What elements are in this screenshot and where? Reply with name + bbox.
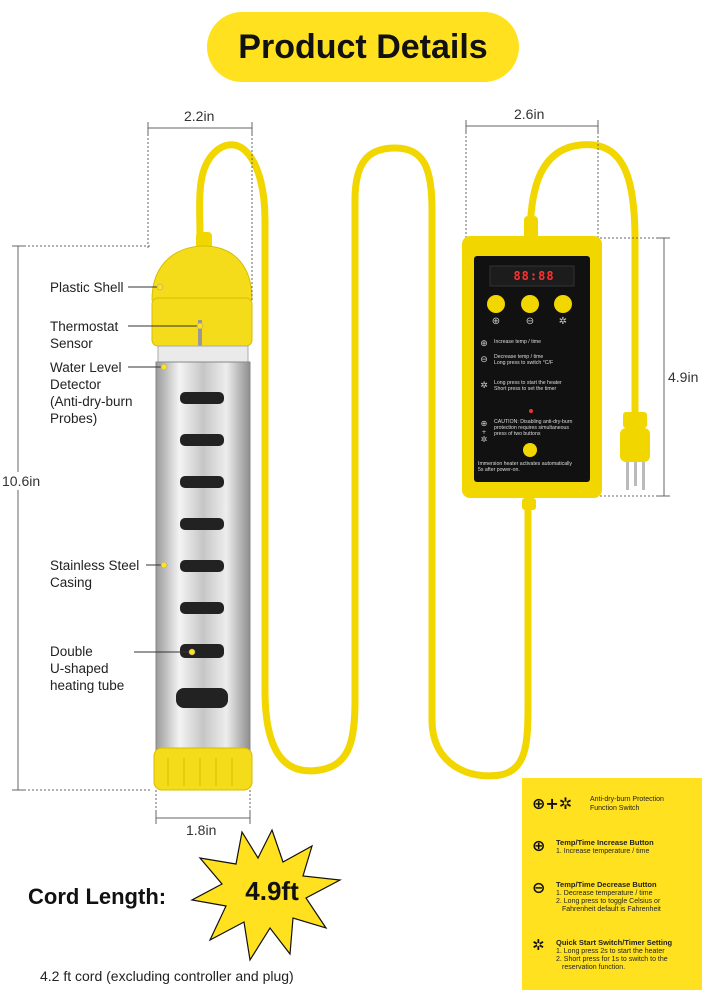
ctrl-auto-1: Immersion heater activates automatically: [478, 461, 572, 467]
legend-decrease-line3: Fahrenheit default is Fahrenheit: [562, 906, 661, 913]
ctrl-caution-3: press of two buttons: [494, 431, 541, 437]
callout-thermostat-line1: Thermostat: [50, 319, 119, 334]
legend-decrease-title: Temp/Time Decrease Button: [556, 880, 657, 889]
legend-decrease-line2: 2. Long press to toggle Celsius or: [556, 898, 661, 905]
callout-water-level-line2: Detector: [50, 377, 102, 392]
legend-quickstart-title: Quick Start Switch/Timer Setting: [556, 938, 673, 947]
callout-plastic-shell: Plastic Shell: [50, 280, 124, 295]
legend-anti-dry-line1: Anti-dry-burn Protection: [590, 796, 664, 803]
callout-water-level-line1: Water Level: [50, 360, 122, 375]
ctrl-auto-2: 5s after power-on.: [478, 467, 520, 473]
svg-text:⊕: ⊕: [480, 419, 488, 428]
callout-water-level-line3: (Anti-dry-burn: [50, 394, 133, 409]
ctrl-decrease-2: Long press to switch °C/F: [494, 360, 554, 366]
ctrl-start-2: Short press to set the timer: [494, 386, 557, 392]
svg-text:⊕: ⊕: [480, 339, 488, 349]
svg-text:⊖: ⊖: [525, 316, 535, 327]
legend-quickstart-line2: 2. Short press for 1s to switch to the: [556, 956, 668, 963]
svg-text:+: +: [481, 429, 487, 436]
ctrl-caution-2: protection requires simultaneous: [494, 425, 569, 431]
svg-text:✲: ✲: [480, 435, 488, 444]
minus-circle-icon: ⊖: [532, 878, 546, 897]
cord-length-value: 4.9ft: [245, 876, 299, 906]
dim-base-width: 1.8in: [186, 822, 217, 838]
cord-length-label: Cord Length:: [28, 884, 167, 909]
callout-tube-line1: Double: [50, 644, 93, 659]
callout-casing-line1: Stainless Steel: [50, 558, 140, 573]
plus-circle-icon: ⊕: [532, 836, 546, 855]
callout-heating-tube: [50, 643, 124, 694]
svg-text:✲: ✲: [558, 316, 568, 327]
callout-tube-line2: U-shaped: [50, 661, 109, 676]
callout-thermostat-line2: Sensor: [50, 336, 93, 351]
dim-heater-height: 10.6in: [2, 473, 41, 489]
ctrl-caution-1: CAUTION: Disabling anti-dry-burn: [494, 419, 573, 425]
ctrl-start-1: Long press to start the heater: [494, 380, 562, 386]
controller-display: [506, 268, 562, 284]
cord-note: 4.2 ft cord (excluding controller and plug): [40, 968, 294, 984]
legend-increase-line1: 1. Increase temperature / time: [556, 848, 650, 855]
plus-gear-icon: ⊕+✲: [532, 794, 573, 813]
legend-quickstart-line3: reservation function.: [562, 964, 626, 971]
svg-text:⊖: ⊖: [480, 355, 488, 365]
legend-increase-title: Temp/Time Increase Button: [556, 838, 654, 847]
callout-casing: [50, 557, 139, 591]
legend-quickstart-line1: 1. Long press 2s to start the heater: [556, 948, 665, 955]
dim-controller-width: 2.6in: [514, 106, 545, 122]
dim-controller-height: 4.9in: [668, 369, 699, 385]
legend-decrease-line1: 1. Decrease temperature / time: [556, 890, 653, 897]
heater-unit: [152, 232, 252, 790]
callout-water-level-line4: Probes): [50, 411, 98, 426]
legend-anti-dry-line2: Function Switch: [590, 805, 640, 812]
gear-icon: ✲: [532, 936, 545, 954]
callout-thermostat: [50, 318, 118, 352]
dim-heater-width: 2.2in: [184, 108, 215, 124]
callout-tube-line3: heating tube: [50, 678, 125, 693]
power-plug: [620, 412, 650, 490]
ctrl-increase: Increase temp / time: [494, 339, 541, 345]
svg-text:✲: ✲: [480, 381, 488, 391]
svg-text:⊕: ⊕: [491, 316, 501, 327]
ctrl-decrease-1: Decrease temp / time: [494, 354, 544, 360]
page-title: Product Details: [238, 27, 488, 66]
button-legend: [522, 778, 702, 990]
callout-casing-line2: Casing: [50, 575, 93, 590]
callout-water-level: [50, 359, 133, 427]
display-readout: 88:88: [513, 269, 555, 283]
